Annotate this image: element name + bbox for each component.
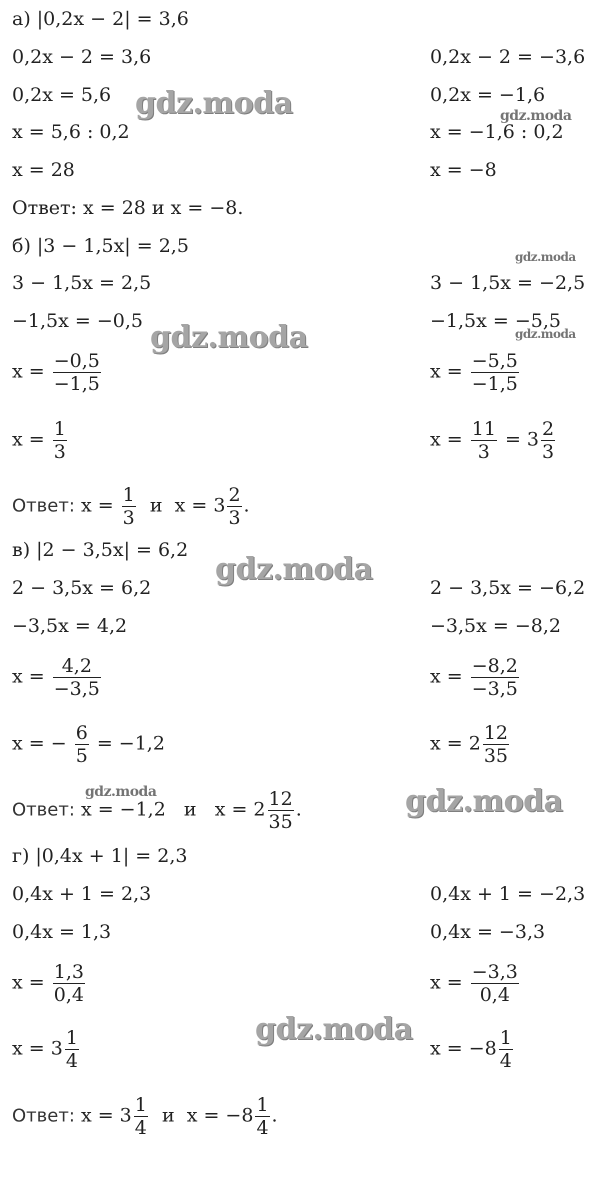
fraction [122, 484, 136, 529]
watermark: gdz.moda [135, 86, 293, 121]
denominator: 35 [268, 811, 293, 833]
c-right-frac1-prefix: x = [430, 665, 463, 688]
fraction [483, 722, 509, 767]
fraction [75, 722, 89, 767]
fraction [255, 1094, 269, 1139]
watermark: gdz.moda [85, 784, 157, 800]
c-right-1: 2 − 3,5x = −6,2 [430, 577, 586, 599]
fraction [471, 418, 497, 463]
d-left-1: 0,4x + 1 = 2,3 [12, 883, 152, 905]
denominator: 35 [483, 745, 508, 767]
fraction [471, 961, 519, 1006]
watermark: gdz.moda [515, 327, 576, 341]
d-right-frac1-prefix: x = [430, 971, 463, 994]
fraction [134, 1094, 148, 1139]
numerator: −3,3 [471, 961, 518, 983]
b-left-frac2 [12, 418, 69, 463]
answer-and: и [161, 1104, 175, 1127]
d-right-frac2-prefix: x = −8 [430, 1037, 497, 1060]
answer-period: . [295, 798, 302, 821]
b-left-2: −1,5x = −0,5 [12, 310, 143, 332]
c-left-frac2 [12, 722, 165, 767]
answer-period: . [271, 1104, 278, 1127]
d-right-1: 0,4x + 1 = −2,3 [430, 883, 586, 905]
denominator: 3 [53, 441, 66, 463]
fraction [53, 655, 101, 700]
a-left-1: 0,2x − 2 = 3,6 [12, 46, 152, 68]
a-answer: Ответ: x = 28 и x = −8. [12, 197, 244, 219]
a-right-2: 0,2x = −1,6 [430, 84, 546, 106]
watermark: gdz.moda [500, 108, 572, 124]
c-left-frac2-prefix: x = − [12, 732, 67, 755]
c-right-frac2-prefix: x = 2 [430, 732, 481, 755]
c-left-1: 2 − 3,5x = 6,2 [12, 577, 152, 599]
b-right-frac2-eq: = 3 [504, 428, 540, 451]
numerator: −8,2 [471, 655, 518, 677]
watermark: gdz.moda [215, 552, 373, 587]
a-left-2: 0,2x = 5,6 [12, 84, 112, 106]
header-d: г) |0,4x + 1| = 2,3 [12, 845, 188, 867]
fraction [53, 350, 101, 395]
header-a: а) |0,2x − 2| = 3,6 [12, 8, 189, 30]
answer-and: и [149, 494, 163, 517]
answer-label: Ответ: [12, 495, 75, 517]
answer-x2: x = 3 [174, 494, 226, 517]
denominator: 3 [122, 507, 135, 529]
d-right-frac1 [430, 961, 521, 1006]
denominator: −1,5 [471, 373, 518, 395]
numerator: 1,3 [53, 961, 84, 983]
d-answer [12, 1094, 278, 1139]
denominator: 3 [471, 440, 497, 463]
denominator: 0,4 [53, 984, 84, 1006]
denominator: 3 [542, 441, 555, 463]
b-right-frac2 [430, 418, 557, 463]
a-right-3: x = −1,6 : 0,2 [430, 121, 564, 143]
answer-label: Ответ: [12, 1105, 75, 1127]
b-right-frac2-prefix: x = [430, 428, 463, 451]
numerator: 12 [268, 788, 293, 810]
d-right-frac2 [430, 1027, 515, 1072]
numerator: 1 [53, 418, 66, 440]
c-right-frac1 [430, 655, 521, 700]
fraction [65, 1027, 79, 1072]
numerator: 1 [499, 1027, 512, 1049]
denominator: −3,5 [53, 678, 100, 700]
header-c: в) |2 − 3,5x| = 6,2 [12, 539, 189, 561]
answer-and: и [183, 798, 197, 821]
answer-x2: x = 2 [214, 798, 266, 821]
denominator: 5 [75, 745, 88, 767]
c-left-frac1 [12, 655, 103, 700]
fraction [53, 961, 85, 1006]
b-right-2: −1,5x = −5,5 [430, 310, 561, 332]
d-left-frac1-prefix: x = [12, 971, 45, 994]
answer-x1: x = 3 [80, 1104, 132, 1127]
b-left-frac1-prefix: x = [12, 360, 45, 383]
c-left-frac2-suffix: = −1,2 [96, 732, 165, 755]
denominator: 4 [256, 1117, 269, 1139]
c-right-2: −3,5x = −8,2 [430, 615, 561, 637]
c-left-2: −3,5x = 4,2 [12, 615, 128, 637]
mixed-fraction [541, 418, 555, 463]
denominator: 0,4 [471, 983, 519, 1006]
numerator: 4,2 [61, 655, 92, 677]
denominator: −3,5 [471, 678, 518, 700]
fraction [499, 1027, 513, 1072]
watermark: gdz.moda [150, 320, 308, 355]
numerator: −5,5 [471, 350, 518, 372]
answer-label: Ответ: [12, 799, 75, 821]
denominator: 3 [228, 507, 241, 529]
answer-x1: x = −1,2 [80, 798, 166, 821]
d-left-frac2 [12, 1027, 81, 1072]
header-b: б) |3 − 1,5x| = 2,5 [12, 235, 189, 257]
b-right-frac1-prefix: x = [430, 360, 463, 383]
denominator: 4 [65, 1050, 78, 1072]
watermark: gdz.moda [515, 250, 576, 264]
d-right-2: 0,4x = −3,3 [430, 921, 546, 943]
numerator: 6 [75, 722, 88, 744]
b-answer [12, 484, 250, 529]
answer-x2: x = −8 [186, 1104, 254, 1127]
a-right-4: x = −8 [430, 159, 497, 181]
numerator: 2 [542, 418, 555, 440]
b-right-frac1 [430, 350, 521, 395]
denominator: −1,5 [53, 373, 100, 395]
denominator: 4 [134, 1117, 147, 1139]
numerator: 1 [134, 1094, 147, 1116]
a-left-3: x = 5,6 : 0,2 [12, 121, 130, 143]
b-left-frac2-prefix: x = [12, 428, 45, 451]
b-left-1: 3 − 1,5x = 2,5 [12, 272, 152, 294]
b-left-frac1 [12, 350, 103, 395]
denominator: 4 [499, 1050, 512, 1072]
watermark: gdz.moda [255, 1012, 413, 1047]
numerator: 12 [483, 722, 508, 744]
d-left-frac1 [12, 961, 87, 1006]
watermark: gdz.moda [405, 784, 563, 819]
numerator: 2 [228, 484, 241, 506]
answer-period: . [243, 494, 250, 517]
fraction [471, 655, 519, 700]
fraction [268, 788, 294, 833]
d-left-2: 0,4x = 1,3 [12, 921, 112, 943]
numerator: 1 [122, 484, 135, 506]
c-right-frac2 [430, 722, 511, 767]
c-left-frac1-prefix: x = [12, 665, 45, 688]
numerator: 1 [256, 1094, 269, 1116]
fraction [53, 418, 67, 463]
numerator: 1 [65, 1027, 78, 1049]
fraction [471, 350, 519, 395]
fraction [227, 484, 241, 529]
a-right-1: 0,2x − 2 = −3,6 [430, 46, 586, 68]
a-left-4: x = 28 [12, 159, 75, 181]
c-answer [12, 788, 302, 833]
d-left-frac2-prefix: x = 3 [12, 1037, 63, 1060]
numerator: 11 [471, 418, 496, 440]
b-right-1: 3 − 1,5x = −2,5 [430, 272, 586, 294]
answer-x1: x = [80, 494, 114, 517]
numerator: −0,5 [53, 350, 100, 372]
